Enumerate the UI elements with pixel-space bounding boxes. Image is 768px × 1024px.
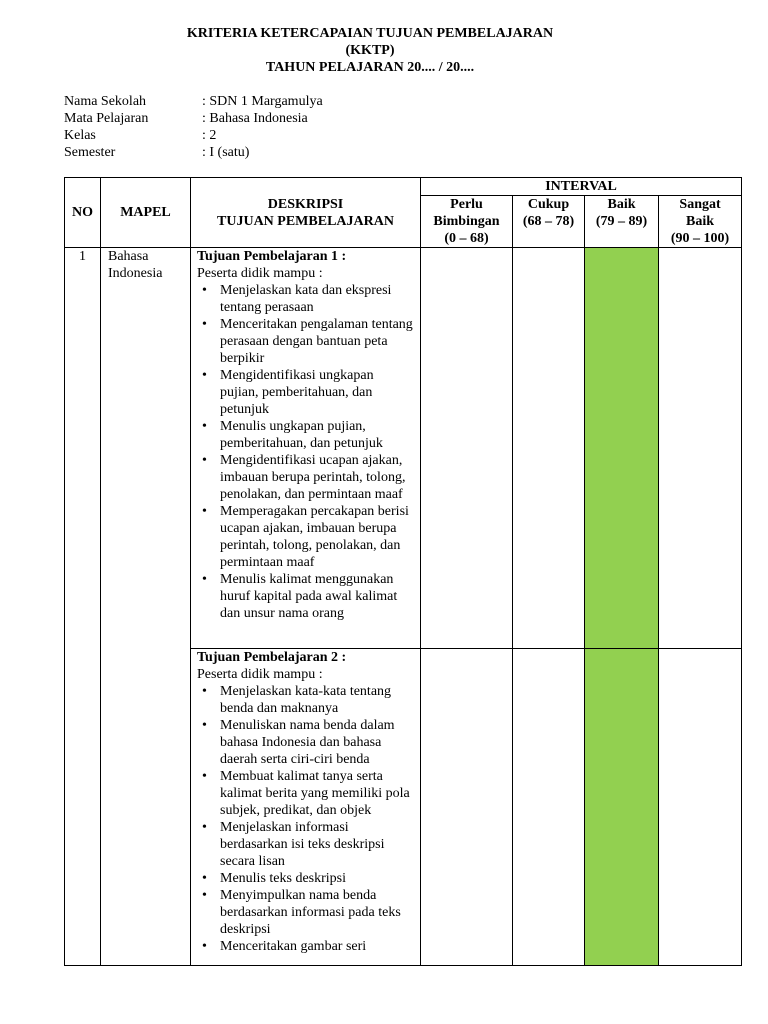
list-item: • Menulis teks deskripsi (197, 870, 414, 887)
info-label: Semester (64, 145, 116, 160)
interval-label: Cukup (527, 197, 570, 212)
info-label: Nama Sekolah (64, 94, 147, 109)
info-row-school (64, 93, 323, 110)
tp-2-description (191, 649, 421, 966)
tp-2-list (197, 683, 414, 955)
header-mapel: MAPEL (101, 178, 191, 248)
interval-range: (68 – 78) (522, 214, 575, 229)
list-item: • Menulis kalimat menggunakan huruf kapital pada awal kalimat dan unsur nama orang (197, 571, 414, 622)
header-deskripsi-line-2: TUJUAN PEMBELAJARAN (217, 213, 394, 229)
info-value: : SDN 1 Margamulya (202, 94, 323, 109)
table-row (65, 248, 742, 649)
interval-range: (79 – 89) (595, 214, 648, 229)
score-cell-sangat-baik[interactable] (659, 649, 742, 966)
score-cell-baik-highlighted[interactable] (585, 248, 659, 649)
info-label: Mata Pelajaran (64, 111, 149, 126)
school-info (64, 93, 323, 161)
list-item: • Menuliskan nama benda dalam bahasa Indonesia dan bahasa daerah serta ciri-ciri benda (197, 717, 414, 768)
list-item: • Menjelaskan informasi berdasarkan isi teks deskripsi secara lisan (197, 819, 414, 870)
header-deskripsi (191, 178, 421, 248)
info-label: Kelas (64, 128, 96, 143)
header-interval-baik (585, 196, 659, 248)
title-line-3: TAHUN PELAJARAN 20.... / 20.... (265, 60, 475, 75)
tp-1-intro: Peserta didik mampu : (197, 266, 323, 281)
interval-range: (90 – 100) (670, 231, 730, 246)
tp-1-title: Tujuan Pembelajaran 1 : (197, 249, 347, 264)
list-item: • Mengidentifikasi ucapan ajakan, imbauan berupa perintah, tolong, penolakan, dan permintaan maaf (197, 452, 414, 503)
interval-range: (0 – 68) (444, 231, 489, 246)
list-item: • Menceritakan pengalaman tentang perasaan dengan bantuan peta berpikir (197, 316, 414, 367)
score-cell-baik-highlighted[interactable] (585, 649, 659, 966)
list-item: • Menyimpulkan nama benda berdasarkan informasi pada teks deskripsi (197, 887, 414, 938)
interval-label: Bimbingan (433, 214, 500, 229)
score-cell-perlu-bimbingan[interactable] (421, 248, 513, 649)
list-item: • Menceritakan gambar seri (197, 938, 414, 955)
mapel-line-1: Bahasa (108, 249, 149, 264)
interval-label: Baik (686, 214, 715, 229)
row-mapel (101, 248, 191, 966)
mapel-line-2: Indonesia (108, 266, 163, 281)
list-item: • Mengidentifikasi ungkapan pujian, pemberitahuan, dan petunjuk (197, 367, 414, 418)
tp-1-description (191, 248, 421, 649)
interval-label: Baik (607, 197, 636, 212)
tp-2-title: Tujuan Pembelajaran 2 : (197, 650, 347, 665)
document-title (0, 25, 740, 76)
score-cell-sangat-baik[interactable] (659, 248, 742, 649)
info-row-class (64, 127, 323, 144)
kktp-table (64, 177, 742, 966)
header-interval-cukup (513, 196, 585, 248)
info-value: : 2 (202, 128, 217, 143)
list-item: • Menjelaskan kata-kata tentang benda dan maknanya (197, 683, 414, 717)
tp-2-intro: Peserta didik mampu : (197, 667, 323, 682)
list-item: • Memperagakan percakapan berisi ucapan ajakan, imbauan berupa perintah, tolong, penolakan, dan permintaan maaf (197, 503, 414, 571)
score-cell-perlu-bimbingan[interactable] (421, 649, 513, 966)
header-interval: INTERVAL (421, 178, 742, 196)
score-cell-cukup[interactable] (513, 649, 585, 966)
header-no: NO (65, 178, 101, 248)
info-value: : I (satu) (202, 145, 250, 160)
score-cell-cukup[interactable] (513, 248, 585, 649)
tp-1-list (197, 282, 414, 622)
interval-label: Perlu (450, 197, 483, 212)
title-line-1: KRITERIA KETERCAPAIAN TUJUAN PEMBELAJARAN (186, 26, 554, 41)
info-value: : Bahasa Indonesia (202, 111, 308, 126)
list-item: • Membuat kalimat tanya serta kalimat berita yang memiliki pola subjek, predikat, dan objek (197, 768, 414, 819)
info-row-subject (64, 110, 323, 127)
header-deskripsi-line-1: DESKRIPSI (267, 196, 344, 212)
interval-label: Sangat (679, 197, 721, 212)
title-line-2: (KKTP) (345, 43, 395, 58)
info-row-semester (64, 144, 323, 161)
header-interval-sangat-baik (659, 196, 742, 248)
list-item: • Menulis ungkapan pujian, pemberitahuan, dan petunjuk (197, 418, 414, 452)
list-item: • Menjelaskan kata dan ekspresi tentang perasaan (197, 282, 414, 316)
row-number: 1 (65, 248, 101, 966)
header-interval-perlu-bimbingan (421, 196, 513, 248)
